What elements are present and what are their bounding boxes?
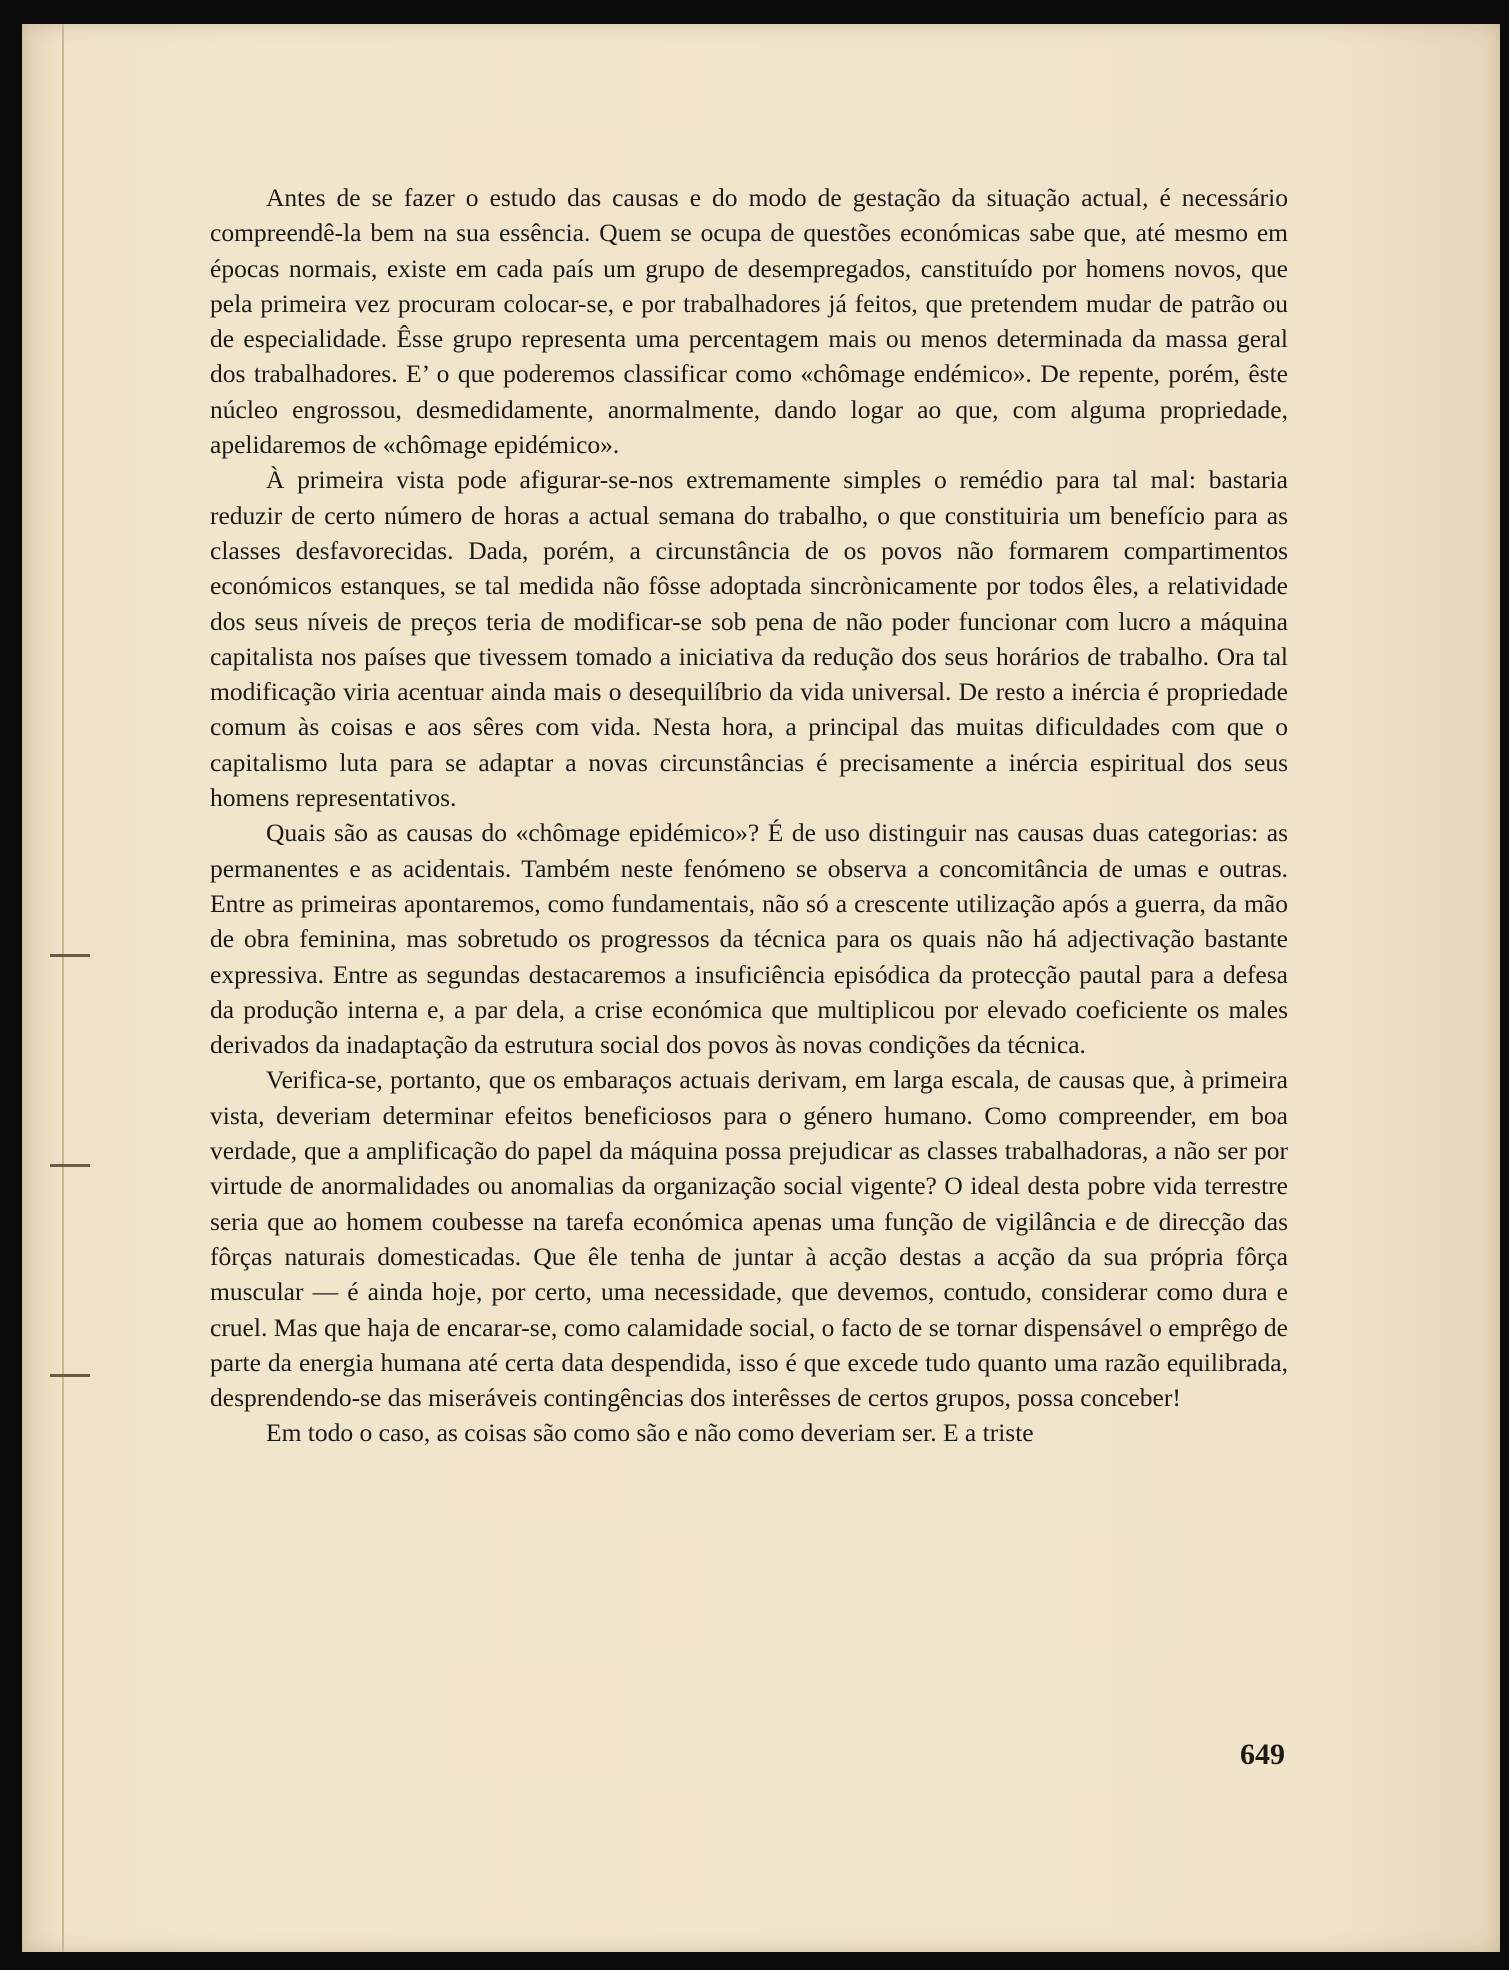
binding-mark <box>50 954 90 957</box>
paragraph-3: Quais são as causas do «chômage epidémico»? É de uso distinguir nas causas duas categorias: as permanentes e as acidentais. Também neste fenómeno se observa a concomitância de umas e outras. Entre as primeiras apontaremos, como fundamentais, não só a crescente utilização após a guerra, da mão de obra feminina, mas sobretudo os progressos da técnica para os quais não há adjectivação bastante expressiva. Entre as segundas destacaremos a insuficiência episódica da protecção pautal para a defesa da produção interna e, a par dela, a crise económica que multiplicou por elevado coeficiente os males derivados da inadaptação da estrutura social dos povos às novas condições da técnica. <box>210 818 1288 1060</box>
paragraph-4: Verifica-se, portanto, que os embaraços actuais derivam, em larga escala, de causas que, à primeira vista, deveriam determinar efeitos beneficiosos para o género humano. Como compreender, em boa verdade, que a amplificação do papel da máquina possa prejudicar as classes trabalhadoras, a não ser por virtude de anormalidades ou anomalias da organização social vigente? O ideal desta pobre vida terrestre seria que ao homem coubesse na tarefa económica apenas uma função de vigilância e de direcção das fôrças naturais domesticadas. Que êle tenha de juntar à acção destas a acção da sua própria fôrça muscular — é ainda hoje, por certo, uma necessidade, que devemos, contudo, considerar como dura e cruel. Mas que haja de encarar-se, como calamidade social, o facto de se tornar dispensável o emprêgo de parte da energia humana até certa data despendida, isso é que excede tudo quanto uma razão equilibrada, desprendendo-se das miseráveis contingências dos interêsses de certos grupos, possa conceber! <box>210 1065 1288 1413</box>
paragraph-2: À primeira vista pode afigurar-se-nos extremamente simples o remédio para tal mal: bastaria reduzir de certo número de horas a actual semana do trabalho, o que constituiria um benefício para as classes desfavorecidas. Dada, porém, a circunstância de os povos não formarem compartimentos económicos estanques, se tal medida não fôsse adoptada sincrònicamente por todos êles, a relatividade dos seus níveis de preços teria de modificar-se sob pena de não poder funcionar com lucro a máquina capitalista nos países que tivessem tomado a iniciativa da redução dos seus horários de trabalho. Ora tal modificação viria acentuar ainda mais o desequilíbrio da vida universal. De resto a inércia é propriedade comum às coisas e aos sêres com vida. Nesta hora, a principal das muitas dificuldades com que o capitalismo luta para se adaptar a novas circunstâncias é precisamente a inércia espiritual dos seus homens representativos. <box>210 465 1288 813</box>
binding-mark <box>50 1164 90 1167</box>
paragraph-5: Em todo o caso, as coisas são como são e não como deveriam ser. E a triste <box>266 1418 1034 1448</box>
paragraph-1: Antes de se fazer o estudo das causas e do modo de gestação da situação actual, é necessário compreendê-la bem na sua essência. Quem se ocupa de questões económicas sabe que, até mesmo em épocas normais, existe em cada país um grupo de desempregados, canstituído por homens novos, que pela primeira vez procuram colocar-se, e por trabalhadores já feitos, que pretendem mudar de patrão ou de especialidade. Êsse grupo representa uma percentagem mais ou menos determinada da massa geral dos trabalhadores. E’ o que poderemos classificar como «chômage endémico». De repente, porém, êste núcleo engrossou, desmedidamente, anormalmente, dando logar ao que, com alguma propriedade, apelidaremos de «chômage epidémico». <box>210 183 1288 460</box>
body-text <box>210 180 1288 1451</box>
page-fold-line <box>62 24 64 1952</box>
binding-mark <box>50 1374 90 1377</box>
page-number: 649 <box>1240 1738 1285 1771</box>
